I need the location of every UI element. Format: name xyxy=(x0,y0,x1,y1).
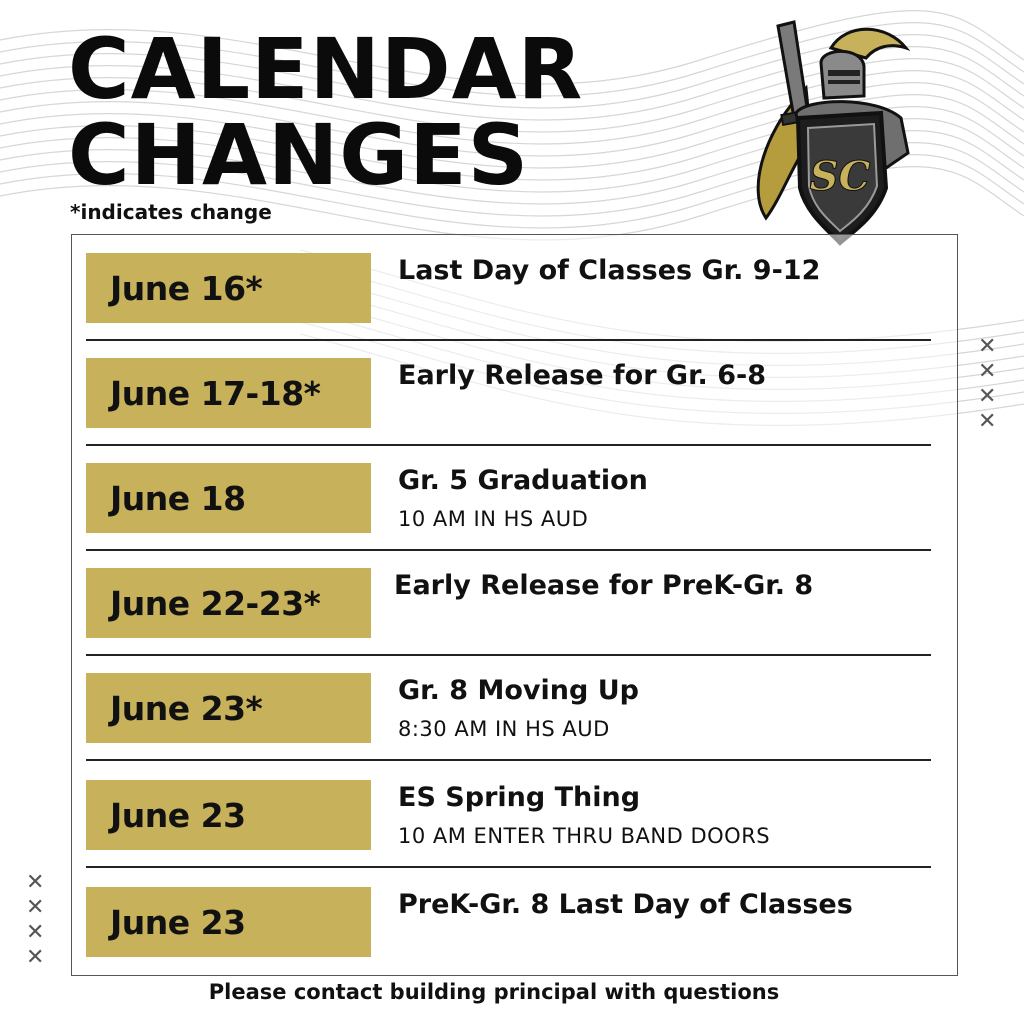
calendar-row xyxy=(86,550,931,656)
event-title: Early Release for Gr. 6-8 xyxy=(398,360,766,391)
row-divider xyxy=(86,759,931,761)
date-badge: June 23 xyxy=(86,887,371,957)
row-divider xyxy=(86,866,931,868)
decorative-x-marks-right: ✕ ✕ ✕ ✕ xyxy=(978,334,997,434)
date-badge: June 23* xyxy=(86,673,371,743)
event-detail: 8:30 AM IN HS AUD xyxy=(398,717,610,741)
svg-text:SC: SC xyxy=(809,153,871,200)
calendar-card xyxy=(71,234,958,976)
footer-note: Please contact building principal with questions xyxy=(208,980,780,1004)
calendar-row xyxy=(86,655,931,761)
event-title: Last Day of Classes Gr. 9-12 xyxy=(398,255,821,286)
event-title: Early Release for PreK-Gr. 8 xyxy=(394,570,814,601)
event-title: PreK-Gr. 8 Last Day of Classes xyxy=(398,889,853,920)
decorative-x-marks-left: ✕ ✕ ✕ ✕ xyxy=(26,870,45,970)
calendar-row xyxy=(86,340,931,446)
change-note: *indicates change xyxy=(70,200,272,224)
event-title: ES Spring Thing xyxy=(398,782,641,813)
calendar-row xyxy=(86,762,931,868)
event-title: Gr. 8 Moving Up xyxy=(398,675,639,706)
date-badge: June 17-18* xyxy=(86,358,371,428)
page-title xyxy=(68,20,584,204)
date-badge: June 22-23* xyxy=(86,568,371,638)
event-detail: 10 AM ENTER THRU BAND DOORS xyxy=(398,824,771,848)
title-line-2: CHANGES xyxy=(68,106,530,204)
knight-mascot-shield-icon xyxy=(736,18,926,250)
date-badge: June 16* xyxy=(86,253,371,323)
calendar-row xyxy=(86,235,931,341)
date-badge: June 18 xyxy=(86,463,371,533)
calendar-row xyxy=(86,869,931,975)
event-detail: 10 AM IN HS AUD xyxy=(398,507,589,531)
date-badge: June 23 xyxy=(86,780,371,850)
event-title: Gr. 5 Graduation xyxy=(398,465,648,496)
title-line-1: CALENDAR xyxy=(68,20,584,118)
calendar-row xyxy=(86,445,931,551)
